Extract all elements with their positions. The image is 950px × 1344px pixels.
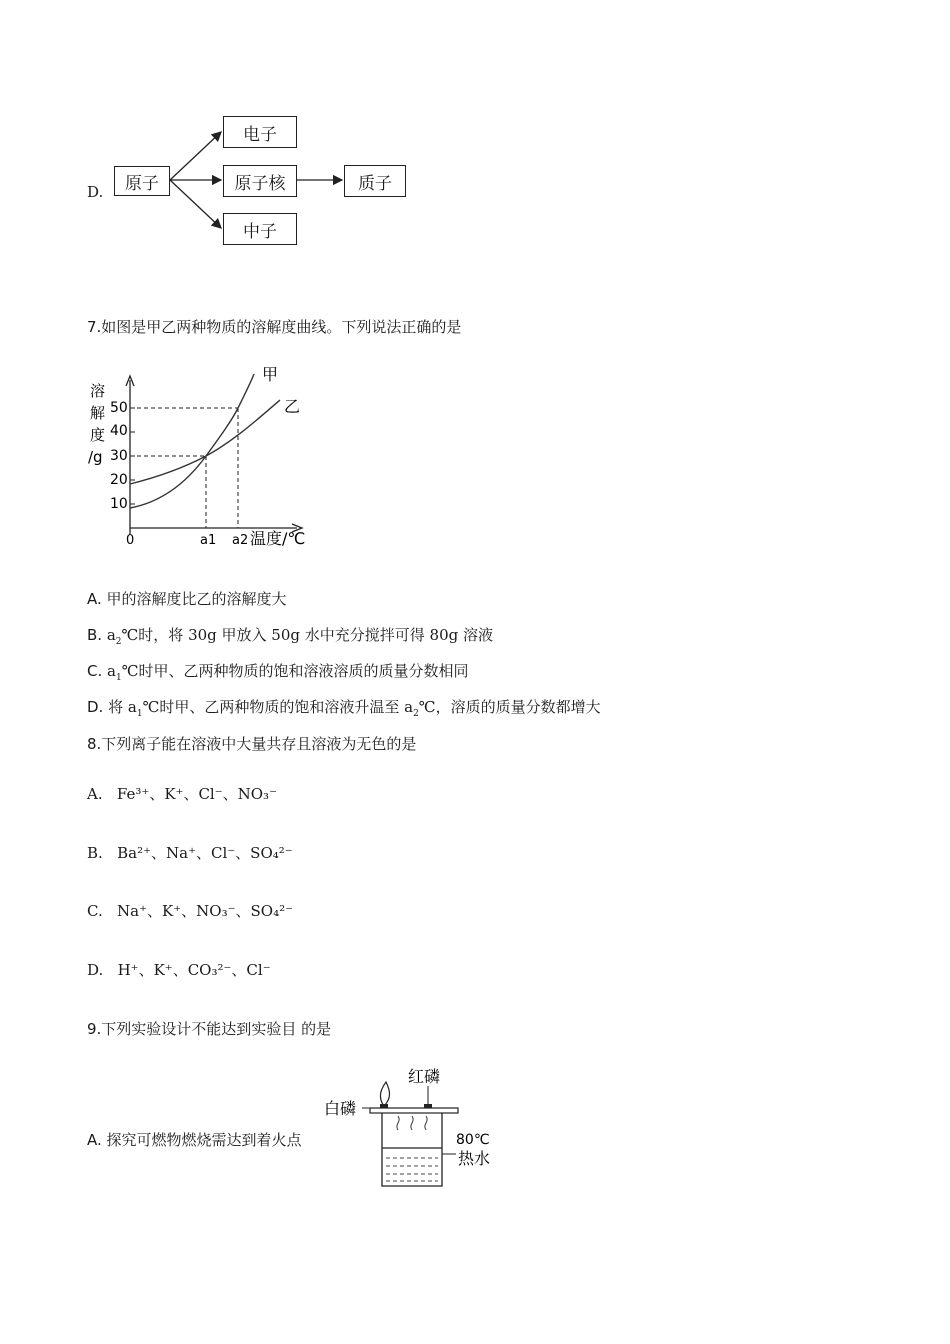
q8-option-d: D. H⁺、K⁺、CO₃²⁻、Cl⁻ (87, 961, 271, 979)
y-tick-label: 20 (110, 472, 128, 488)
q8-stem: 8.下列离子能在溶液中大量共存且溶液为无色的是 (87, 735, 417, 753)
copper-plate (370, 1108, 458, 1113)
q9-stem: 9.下列实验设计不能达到实验目 的是 (87, 1020, 332, 1038)
combustion-apparatus (320, 1060, 520, 1190)
x-axis-label: 温度/℃ (250, 529, 306, 548)
series-label-yi: 乙 (284, 397, 301, 416)
q9-option-a: A. 探究可燃物燃烧需达到着火点 (87, 1131, 302, 1149)
nucleus-box: 原子核 (223, 165, 297, 197)
atom-box: 原子 (114, 166, 170, 196)
atom-structure-arrows (0, 0, 950, 260)
y-tick-label: 30 (110, 448, 128, 464)
x-tick-label: 0 (126, 533, 135, 548)
q8-option-b: B. Ba²⁺、Na⁺、Cl⁻、SO₄²⁻ (87, 844, 293, 862)
x-tick-label: a1 (200, 533, 217, 548)
flame-icon (380, 1082, 389, 1106)
neutron-box: 中子 (223, 213, 297, 245)
ylabel-char: /g (88, 448, 103, 466)
y-tick-label: 50 (110, 400, 128, 416)
q8-option-a: A. Fe³⁺、K⁺、Cl⁻、NO₃⁻ (87, 785, 277, 803)
ylabel-char: 溶 (90, 382, 106, 400)
hot-water-label: 热水 (458, 1149, 491, 1168)
curve-jia (130, 374, 254, 508)
q7-option-c: C. $a_1℃$时甲、乙两种物质的饱和溶液溶质的质量分数相同 (87, 662, 469, 683)
q7-option-b: B. $a_2℃$时，将 30g 甲放入 50g 水中充分搅拌可得 80g 溶液 (87, 626, 493, 647)
electron-box: 电子 (223, 116, 297, 148)
y-tick-label: 10 (110, 496, 128, 512)
q7-stem: 7.如图是甲乙两种物质的溶解度曲线。下列说法正确的是 (87, 318, 462, 336)
q6-option-label: D. (87, 183, 104, 201)
q8-option-c: C. Na⁺、K⁺、NO₃⁻、SO₄²⁻ (87, 902, 294, 920)
solubility-chart (82, 362, 322, 552)
y-tick-label: 40 (110, 423, 128, 439)
proton-box: 质子 (344, 165, 406, 197)
red-phosphorus (424, 1104, 432, 1108)
x-tick-label: a2 (232, 533, 249, 548)
q7-option-d: D. 将 $a_1℃$时甲、乙两种物质的饱和溶液升温至 $a_2℃$，溶质的质量分数都增大 (87, 698, 601, 719)
ylabel-char: 度 (90, 426, 106, 444)
q7-option-a: A. 甲的溶解度比乙的溶解度大 (87, 590, 287, 608)
series-label-jia: 甲 (262, 365, 279, 384)
temperature-label: 80℃ (456, 1132, 490, 1148)
ylabel-char: 解 (90, 404, 106, 422)
red-phosphorus-label: 红磷 (408, 1067, 441, 1086)
white-phosphorus-label: 白磷 (324, 1099, 357, 1118)
curve-yi (130, 400, 280, 484)
